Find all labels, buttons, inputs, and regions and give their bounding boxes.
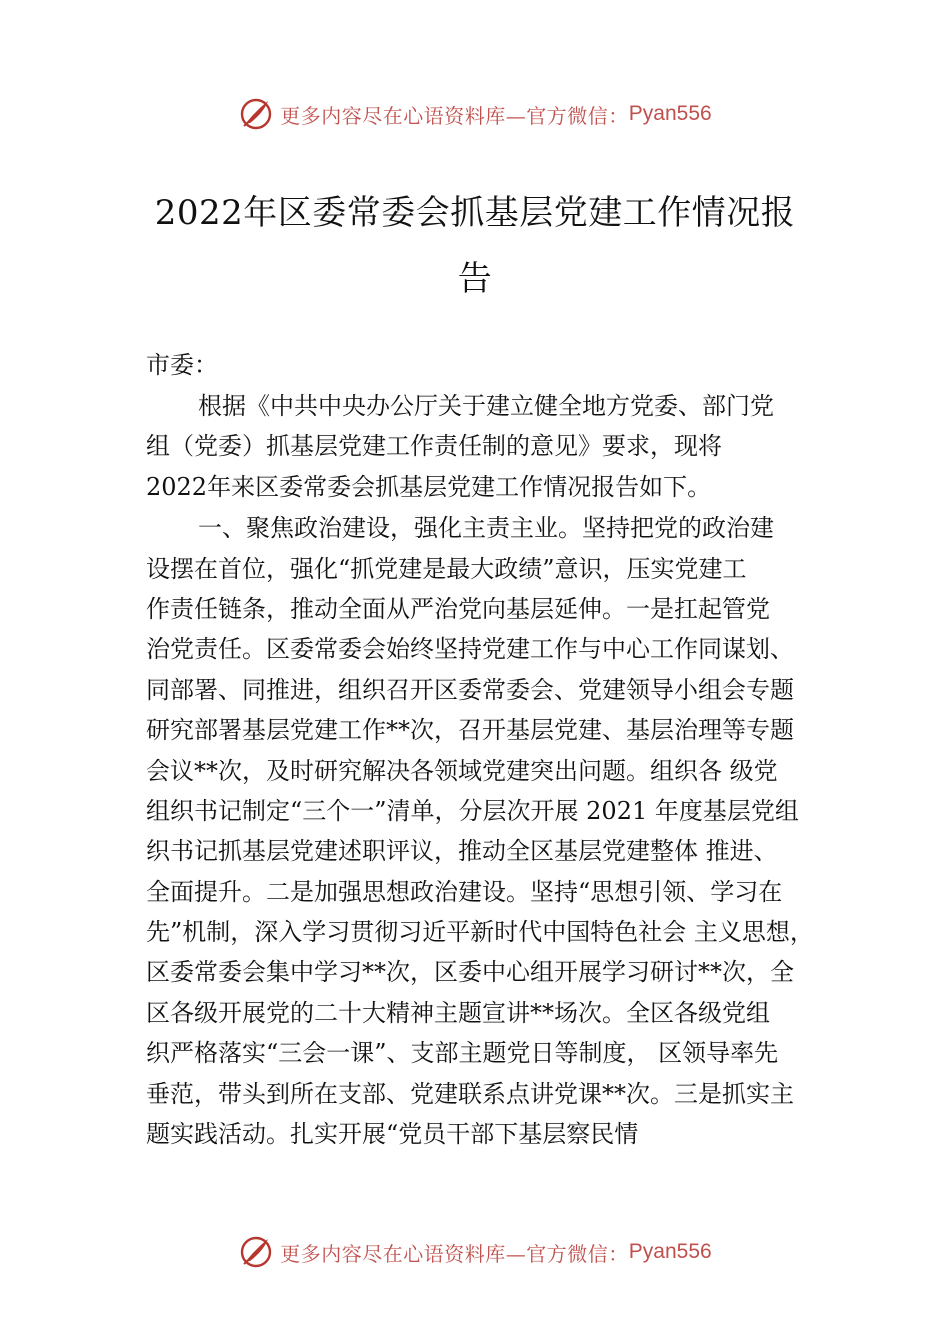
body-line: 组（党委）抓基层党建工作责任制的意见》要求，现将 [146,432,722,461]
banner-text: 更多内容尽在心语资料库—官方微信： [280,103,629,128]
body-line: 治党责任。区委常委会始终坚持党建工作与中心工作同谋划、 [146,635,794,664]
body-line: 组织书记制定“三个一”清单，分层次开展 2021 年度基层党组 [146,796,799,825]
watermark-banner-bottom [0,1232,950,1272]
body-line: 垂范，带头到所在支部、党建联系点讲党课**次。三是抓实主 [146,1079,794,1108]
banner-wechat-id: Pyan556 [628,1240,712,1263]
body-line: 作责任链条，推动全面从严治党向基层延伸。一是扛起管党 [146,594,770,623]
banner-text: 更多内容尽在心语资料库—官方微信： [280,1241,629,1266]
body-line: 题实践活动。扎实开展“党员干部下基层察民情 [146,1120,639,1149]
body-line: 织严格落实“三会一课”、支部主题党日等制度， 区领导率先 [146,1039,779,1068]
title-line-1: 2022年区委常委会抓基层党建工作情况报 [154,193,796,233]
quill-logo-icon [238,96,274,132]
body-line: 先”机制，深入学习贯彻习近平新时代中国特色社会 主义思想， [146,918,814,947]
body-line: 区各级开展党的二十大精神主题宣讲**场次。全区各级党组 [146,998,770,1027]
quill-logo-icon [238,1234,274,1270]
banner-wechat-id: Pyan556 [628,102,712,125]
body-line: 织书记抓基层党建述职评议，推动全区基层党建整体 推进、 [146,837,778,866]
body-line: 设摆在首位，强化“抓党建是最大政绩”意识，压实党建工 [146,554,747,583]
body-line: 根据《中共中央办公厅关于建立健全地方党委、部门党 [198,392,774,420]
body-line: 区委常委会集中学习**次，区委中心组开展学习研讨**次，全 [146,958,794,987]
salutation: 市委： [146,351,218,379]
body-line: 2022年来区委常委会抓基层党建工作情况报告如下。 [146,472,712,501]
body-line: 全面提升。二是加强思想政治建设。坚持“思想引领、学习在 [146,877,783,906]
body-line [146,1154,846,1194]
body-line: 同部署、同推进，组织召开区委常委会、党建领导小组会专题 [146,675,794,704]
body-line: 研究部署基层党建工作**次，召开基层党建、基层治理等专题 [146,716,794,745]
title-line-2: 告 [457,259,493,299]
watermark-banner-top [0,94,950,134]
document-body [146,344,846,1195]
document-title [100,180,850,312]
body-line: 会议**次，及时研究解决各领域党建突出问题。组织各 级党 [146,756,778,785]
body-line: 一、聚焦政治建设，强化主责主业。坚持把党的政治建 [198,514,774,543]
